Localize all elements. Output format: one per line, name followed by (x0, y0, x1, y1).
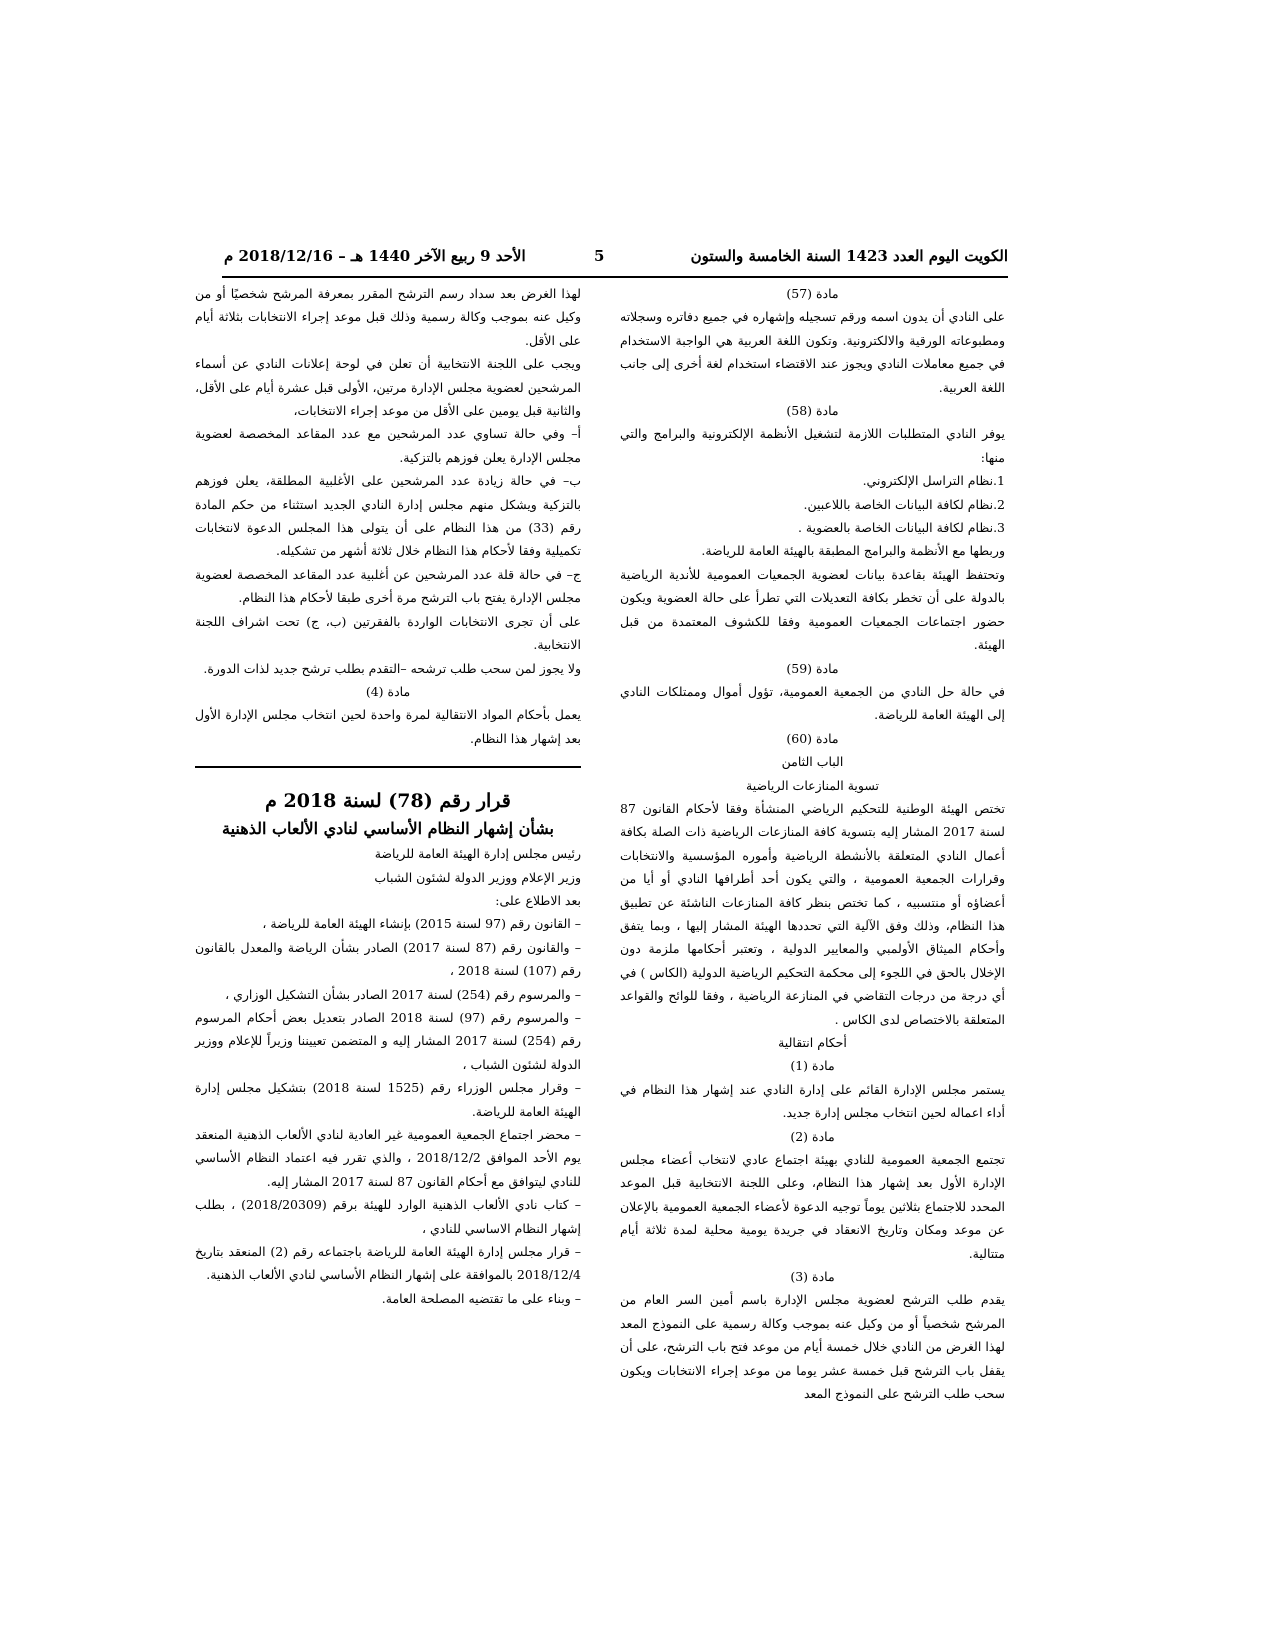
paragraph: تجتمع الجمعية العمومية للنادي بهيئة اجتماع عادي لانتخاب أعضاء مجلس الإدارة الأول بعد إشهار هذا النظام، وعلى اللجنة الانتخابية قبل الموعد المحدد للاجتماع بثلاثين يوماً توجيه الدعوة لأعضاء الجمعية العمومية بالإعلان عن موعد ومكان وتاريخ الانعقاد في جريدة يومية محلية لمدة ثلاثة أيام متتالية. (620, 1152, 1005, 1261)
article-heading: مادة (3) (790, 1269, 835, 1285)
decision-title: قرار رقم (78) لسنة 2018 م (265, 790, 511, 813)
paragraph: يقدم طلب الترشح لعضوية مجلس الإدارة باسم أمين السر العام من المرشح شخصياً أو من وكيل عنه بموجب وكالة رسمية على النموذج المعد لهذا الغرض من النادي خلال خمسة أيام من موعد فتح باب الترشح، على أن يقفل باب الترشح قبل خمسة عشر يوما من موعد إجراء الانتخابات ويكون سحب طلب الترشح على النموذج المعد (620, 1292, 1005, 1402)
article-heading: مادة (1) (790, 1058, 835, 1074)
paragraph: على النادي أن يدون اسمه ورقم تسجيله وإشهاره في جميع دفاتره وسجلاته ومطبوعاته الورقية والالكترونية. وتكون اللغة العربية هي الواجبة الاستخدام في جميع معاملات النادي ويجوز عند الاقتضاء استخدام لغة أخرى إلى جانب اللغة العربية. (620, 309, 1005, 395)
paragraph: وزير الإعلام ووزير الدولة لشئون الشباب (374, 869, 581, 885)
article-heading: أحكام انتقالية (778, 1035, 847, 1050)
paragraph: وربطها مع الأنظمة والبرامج المطبقة بالهيئة العامة للرياضة. (701, 543, 1005, 559)
section-divider (195, 766, 581, 768)
paragraph: 2.نظام لكافة البيانات الخاصة باللاعبين. (803, 496, 1005, 512)
paragraph: يعمل بأحكام المواد الانتقالية لمرة واحدة لحين انتخاب مجلس الإدارة الأول بعد إشهار هذا النظام. (195, 707, 581, 746)
header-date: الأحد 9 ربيع الآخر 1440 هـ – 2018/12/16 م (224, 247, 526, 265)
paragraph: ج– في حالة قلة عدد المرشحين عن أغلبية عدد المقاعد المخصصة لعضوية مجلس الإدارة يفتح باب الترشح مرة أخرى طبقا لأحكام هذا النظام. (195, 566, 581, 606)
paragraph: 3.نظام لكافة البيانات الخاصة بالعضوية . (797, 520, 1005, 536)
article-heading: مادة (57) (786, 286, 839, 301)
article-heading: مادة (59) (786, 660, 839, 676)
page-number: 5 (594, 247, 605, 265)
article-heading: مادة (58) (786, 403, 839, 419)
right-column (620, 282, 1005, 1406)
paragraph: يستمر مجلس الإدارة القائم على إدارة النادي عند إشهار هذا النظام في أداء اعماله لحين انتخاب مجلس إدارة جديد. (620, 1081, 1005, 1121)
paragraph: – كتاب نادي الألعاب الذهنية الوارد للهيئة برقم (2018/20309) ، بطلب إشهار النظام الاساسي للنادي ، (195, 1197, 581, 1236)
paragraph: – وبناء على ما تقتضيه المصلحة العامة. (381, 1290, 581, 1306)
paragraph: في حالة حل النادي من الجمعية العمومية، تؤول أموال وممتلكات النادي إلى الهيئة العامة للرياضة. (620, 683, 1005, 723)
paragraph: تختص الهيئة الوطنية للتحكيم الرياضي المنشأة وفقا لأحكام القانون 87 لسنة 2017 المشار إليه بتسوية كافة المنازعات الرياضية ذات الصلة بكافة أعمال النادي المتعلقة بالأنشطة الرياضية وأموره المؤسسية والانتخابات وقرارات الجمعية العمومية ، والتي يكون أحد أطرافها النادي أو أيا من أعضاؤه أو منتسبيه ، كما تختص بنظر كافة المنازعات الناشئة عن تطبيق هذا النظام، وذلك وفق الآلية التي تحددها الهيئة المشار إليها ، وبما يتفق وأحكام الميثاق الأولمبي والمعايير الدولية ، وتعتبر أحكامها ملزمة دون الإخلال بالحق في اللجوء إلى محكمة التحكيم الرياضية الدولية (الكاس ) في أي درجة من درجات التقاضي في المنازعة الرياضية ، وفقا للوائح والقواعد المتعلقة بالاختصاص لدى الكاس . (620, 800, 1005, 1027)
paragraph: – القانون رقم (97 لسنة 2015) بإنشاء الهيئة العامة للرياضة ، (262, 916, 581, 932)
decision-subtitle: بشأن إشهار النظام الأساسي لنادي الألعاب الذهنية (222, 819, 554, 839)
article-heading: مادة (4) (365, 683, 411, 699)
paragraph: ويجب على اللجنة الانتخابية أن تعلن في لوحة إعلانات النادي عن أسماء المرشحين لعضوية مجلس الإدارة مرتين، الأولى قبل عشرة أيام على الأقل، والثانية قبل يومين على الأقل من موعد إجراء الانتخابات، (195, 356, 581, 419)
decision-body (195, 842, 581, 1310)
paragraph: – وقرار مجلس الوزراء رقم (1525 لسنة 2018) بتشكيل مجلس إدارة الهيئة العامة للرياضة. (195, 1080, 581, 1119)
paragraph: أ– وفي حالة تساوي عدد المرشحين مع عدد المقاعد المخصصة لعضوية مجلس الإدارة يعلن فوزهم بالتزكية. (195, 426, 581, 465)
paragraph: رئيس مجلس إدارة الهيئة العامة للرياضة (374, 846, 581, 862)
paragraph: لهذا الغرض بعد سداد رسم الترشح المقرر بمعرفة المرشح شخصيًا أو من وكيل عنه بموجب وكالة رسمية وذلك قبل موعد إجراء الانتخابات بثلاثة أيام على الأقل. (195, 286, 581, 348)
left-column (195, 282, 581, 1310)
paragraph: يوفر النادي المتطلبات اللازمة لتشغيل الأنظمة الإلكترونية والبرامج والتي منها: (620, 426, 1005, 465)
header-publication: الكويت اليوم العدد 1423 السنة الخامسة والستون (690, 247, 1008, 265)
paragraph: – والمرسوم رقم (254) لسنة 2017 الصادر بشأن التشكيل الوزاري ، (225, 986, 581, 1002)
article-heading: مادة (60) (786, 730, 839, 746)
paragraph: – والمرسوم رقم (97) لسنة 2018 الصادر بتعديل بعض أحكام المرسوم رقم (254) لسنة 2017 المشار إليه و المتضمن تعييننا وزيراً للإعلام ووزير الدولة لشئون الشباب ، (195, 1009, 582, 1072)
paragraph: على أن تجرى الانتخابات الواردة بالفقرتين (ب، ج) تحت اشراف اللجنة الانتخابية. (195, 613, 581, 653)
article-heading: تسوية المنازعات الرياضية (746, 777, 879, 793)
paragraph: – قرار مجلس إدارة الهيئة العامة للرياضة باجتماعه رقم (2) المنعقد بتاريخ 2018/12/4 بالموافقة على إشهار النظام الأساسي لنادي الألعاب الذهنية. (195, 1244, 581, 1283)
paragraph: – والقانون رقم (87 لسنة 2017) الصادر بشأن الرياضة والمعدل بالقانون رقم (107) لسنة 2018 ، (195, 939, 581, 979)
paragraph: ولا يجوز لمن سحب طلب ترشحه –التقدم بطلب ترشح جديد لذات الدورة. (203, 660, 581, 676)
paragraph: وتحتفظ الهيئة بقاعدة بيانات لعضوية الجمعيات العمومية للأندية الرياضية بالدولة على أن تخطر بكافة التعديلات التي تطرأ على حالة العضوية ويكون حضور اجتماعات الجمعيات العمومية وفقا للكشوف المعتمدة من قبل الهيئة. (620, 566, 1005, 653)
paragraph: – محضر اجتماع الجمعية العمومية غير العادية لنادي الألعاب الذهنية المنعقد يوم الأحد الموافق 2018/12/2 ، والذي تقرر فيه اعتماد النظام الأساسي للنادي ليتوافق مع أحكام القانون 87 لسنة 2017 المشار إليه. (195, 1127, 581, 1189)
article-heading: الباب الثامن (781, 754, 844, 770)
paragraph: ب– في حالة زيادة عدد المرشحين على الأغلبية المطلقة، يعلن فوزهم بالتزكية ويشكل منهم مجلس إدارة النادي الجديد استثناء من حكم المادة رقم (33) من هذا النظام على أن يتولى هذا المجلس الدعوة لانتخابات تكميلية وفقا لأحكام هذا النظام خلال ثلاثة أشهر من تشكيله. (195, 473, 581, 559)
left-column-articles (195, 282, 581, 750)
article-heading: مادة (2) (790, 1128, 835, 1144)
paragraph: بعد الاطلاع على: (495, 892, 581, 908)
paragraph: 1.نظام التراسل الإلكتروني. (862, 473, 1005, 489)
page-header (222, 246, 1008, 278)
